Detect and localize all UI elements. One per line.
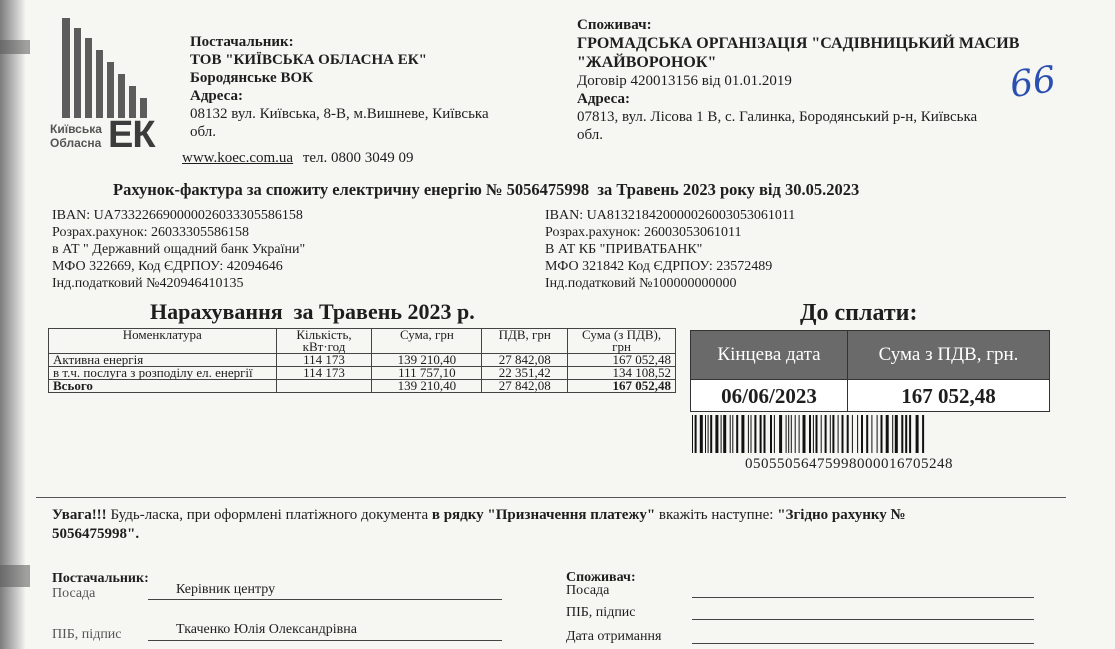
consumer-block (577, 16, 1019, 144)
sign-line (692, 597, 1034, 598)
column-header: Номенклатура (49, 329, 277, 354)
column-header: Сума, грн (372, 329, 482, 354)
column-header: Кількість, кВт·год (276, 329, 372, 354)
bank-account: Розрах.рахунок: 26003053061011 (545, 225, 742, 240)
table-cell (276, 380, 372, 393)
logo-caption: Київська Обласна (50, 122, 102, 150)
supplier-address: 08132 вул. Київська, 8-В, м.Вишневе, Київська (190, 106, 489, 122)
bank-mfo: МФО 321842 Код ЄДРПОУ: 23572489 (545, 259, 773, 274)
table-cell: 134 108,52 (568, 367, 676, 380)
consumer-name-line2: "ЖАЙВОРОНОК" (577, 54, 717, 71)
barcode-number: 05055056475998000016705248 (745, 456, 953, 472)
supplier-address-label: Адреса: (190, 88, 243, 104)
table-cell: 27 842,08 (482, 354, 568, 367)
divider (36, 497, 1066, 498)
table-cell: 114 173 (276, 354, 372, 367)
table-cell: в т.ч. послуга з розподілу ел. енергії (49, 367, 277, 380)
consumer-address-region: обл. (577, 127, 603, 143)
handwritten-note: 66 (1007, 59, 1059, 106)
bank-name: В АТ КБ "ПРИВАТБАНК" (545, 242, 703, 257)
table-cell: 167 052,48 (568, 354, 676, 367)
notice-text: вкажіть наступне: (655, 507, 778, 523)
sign-line (148, 599, 502, 600)
table-cell: 22 351,42 (482, 367, 568, 380)
charges-table (48, 328, 676, 393)
invoice-title: Рахунок-фактура за спожиту електричну енергію № 5056475998 за Травень 2023 року від 30.05.2023 (113, 180, 860, 199)
consumer-contract: Договір 420013156 від 01.01.2019 (577, 73, 792, 89)
notice-prefix: Увага!!! (52, 507, 107, 523)
notice-text: Будь-ласка, при оформлені платіжного документа (106, 507, 432, 523)
bank-iban: IBAN: UA813218420000026003053061011 (545, 208, 796, 223)
sign-consumer-position-label: Посада (566, 583, 610, 598)
table-total-row (49, 380, 676, 393)
payment-notice (52, 506, 1052, 544)
table-cell: 139 210,40 (372, 380, 482, 393)
due-date-header: Кінцева дата (691, 331, 848, 379)
logo-ek: ЕК (108, 114, 155, 156)
sign-supplier-heading: Постачальник: (52, 571, 149, 586)
bank-details-supplier (52, 207, 305, 292)
consumer-heading: Споживач: (577, 17, 652, 33)
bank-tax-id: Інд.податковий №100000000000 (545, 276, 737, 291)
amount-header: Сума з ПДВ, грн. (848, 331, 1049, 379)
bank-account: Розрах.рахунок: 26033305586158 (52, 225, 250, 240)
consumer-address: 07813, вул. Лісова 1 В, с. Галинка, Бородянський р-н, Київська (577, 109, 978, 125)
sign-position-label: Посада (52, 586, 96, 601)
supplier-name: ТОВ "КИЇВСЬКА ОБЛАСНА ЕК" (190, 52, 427, 68)
consumer-name-line1: ГРОМАДСЬКА ОРГАНІЗАЦІЯ "САДІВНИЦЬКИЙ МАСИВ (577, 35, 1020, 52)
notice-invoice-number: 5056475998". (52, 526, 140, 542)
scan-blot (0, 565, 30, 587)
notice-emphasis: в рядку "Призначення платежу" (431, 507, 656, 523)
table-row (49, 367, 676, 380)
sign-consumer-heading: Споживач: (566, 570, 636, 585)
payment-box (690, 330, 1050, 412)
sign-position-value: Керівник центру (176, 582, 276, 597)
sign-line (692, 619, 1034, 620)
supplier-contacts (182, 149, 414, 167)
bank-mfo: МФО 322669, Код ЄДРПОУ: 42094646 (52, 259, 283, 274)
table-cell: 114 173 (276, 367, 372, 380)
pay-title: До сплати: (800, 300, 918, 326)
due-date-value: 06/06/2023 (691, 379, 848, 412)
amount-value: 167 052,48 (848, 379, 1049, 412)
supplier-branch: Бородянське ВОК (190, 70, 313, 86)
supplier-phone: тел. 0800 3049 09 (302, 150, 414, 166)
supplier-heading: Постачальник: (190, 34, 294, 50)
sign-line (148, 640, 502, 641)
column-header: Сума (з ПДВ), грн (568, 329, 676, 354)
company-logo-stripes-icon (60, 18, 160, 118)
table-cell: 27 842,08 (482, 380, 568, 393)
barcode-icon (690, 415, 1048, 453)
column-header: ПДВ, грн (482, 329, 568, 354)
supplier-address-region: обл. (190, 124, 216, 140)
bank-name: в АТ " Державний ощадний банк України" (52, 242, 306, 257)
charges-title: Нарахування за Травень 2023 р. (150, 299, 475, 324)
bank-iban: IBAN: UA733226690000026033305586158 (52, 208, 303, 223)
table-cell: 111 757,10 (372, 367, 482, 380)
table-cell: Активна енергія (49, 354, 277, 367)
table-header-row (49, 329, 676, 354)
table-cell: Всього (49, 380, 277, 393)
notice-emphasis: "Згідно рахунку № (777, 507, 906, 523)
scan-edge-shadow (0, 0, 26, 649)
sign-line (692, 643, 1034, 644)
bank-tax-id: Інд.податковий №420946410135 (52, 276, 244, 291)
consumer-address-label: Адреса: (577, 91, 630, 107)
sign-receipt-date-label: Дата отримання (566, 629, 662, 644)
supplier-website-link[interactable]: www.koec.com.ua (182, 150, 294, 166)
sign-consumer-pib-label: ПІБ, підпис (566, 605, 636, 620)
table-cell: 139 210,40 (372, 354, 482, 367)
scan-blot (0, 40, 30, 54)
sign-pib-label: ПІБ, підпис (52, 627, 122, 642)
table-cell: 167 052,48 (568, 380, 676, 393)
sign-pib-value: Ткаченко Юлія Олександрівна (176, 622, 357, 637)
supplier-block (190, 33, 489, 141)
bank-details-consumer (545, 207, 795, 292)
